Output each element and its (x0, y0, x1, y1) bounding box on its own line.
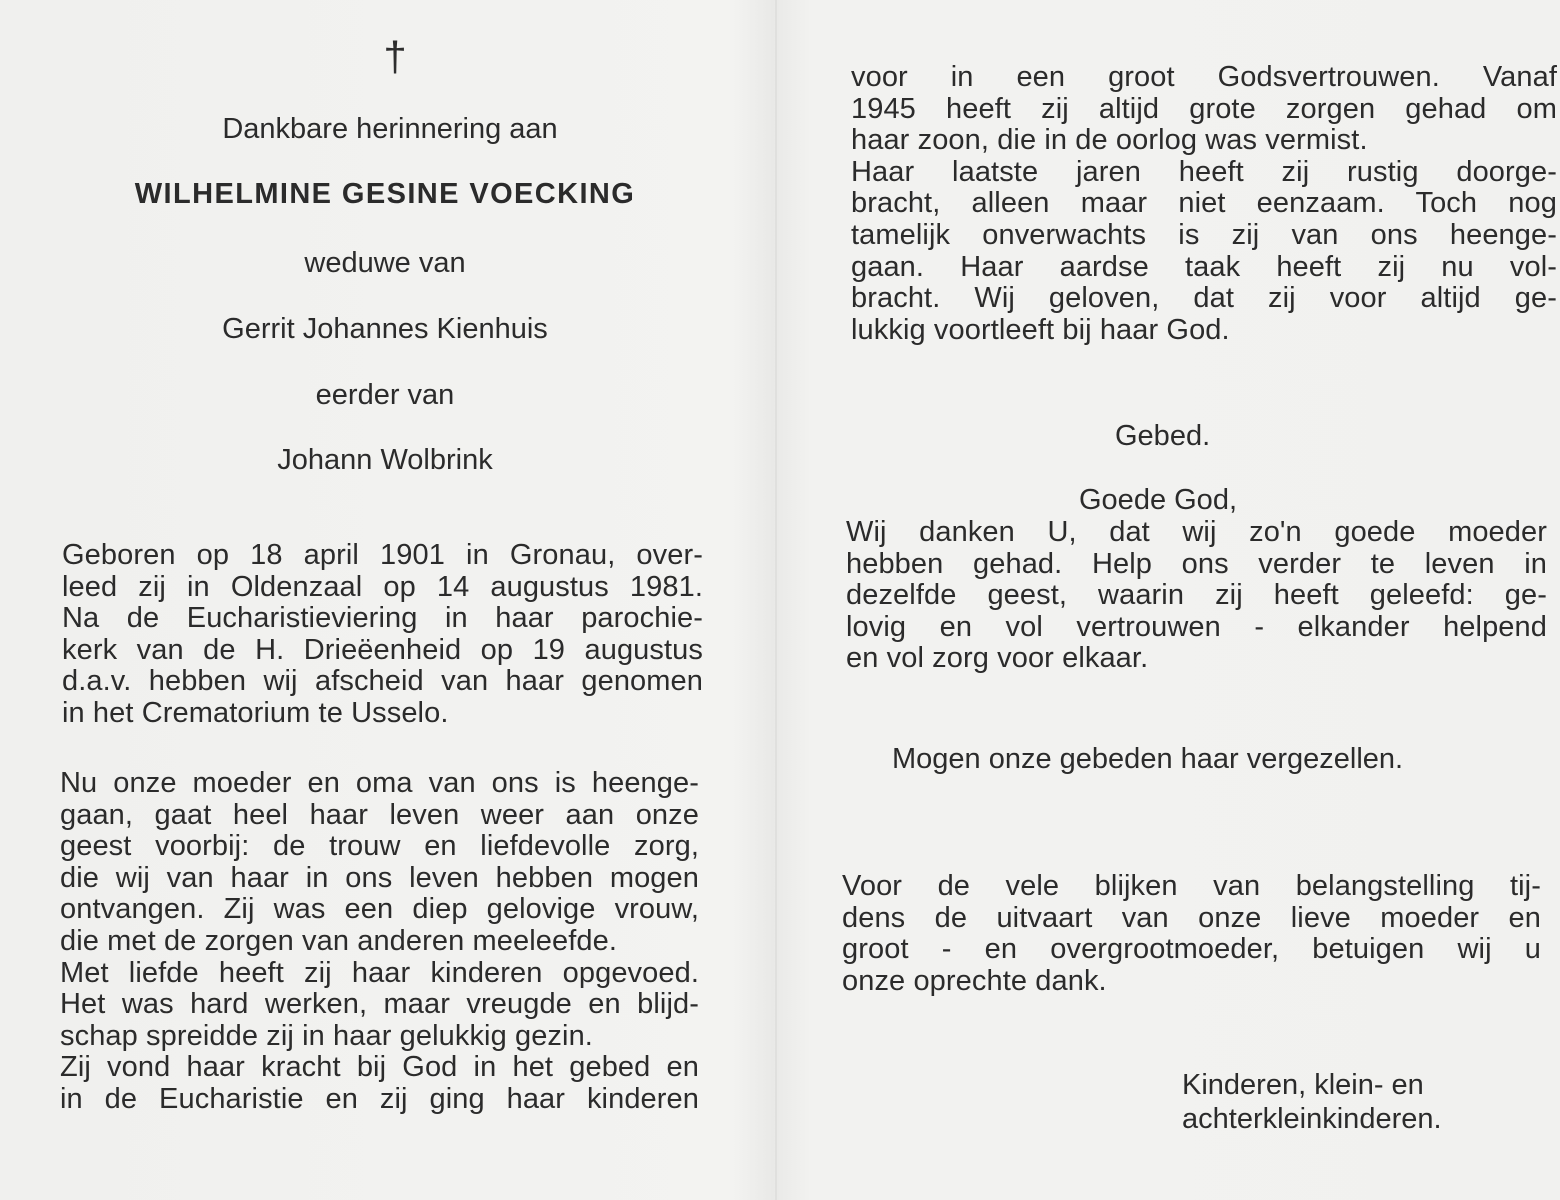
right-panel (777, 0, 1560, 1200)
thanks-lines (842, 871, 1541, 997)
text-line: voor in een groot Godsvertrouwen. Vanaf (851, 61, 1557, 93)
text-line: schap spreidde zij in haar gelukkig gezin. (60, 1019, 593, 1052)
text-line: d.a.v. hebben wij afscheid van haar genomen (62, 665, 703, 698)
remembrance-paragraph (60, 768, 699, 1116)
text-line: dezelfde geest, waarin zij heeft geleefd: ge- (846, 579, 1547, 612)
remembrance-lines (60, 768, 699, 1116)
text-line: leed zij in Oldenzaal op 14 augustus 1981. (62, 570, 703, 603)
biography-paragraph (62, 540, 703, 730)
widow-label: weduwe van (304, 247, 466, 279)
signature-line: Kinderen, klein- en (1182, 1069, 1424, 1101)
text-line: ontvangen. Zij was een diep gelovige vrouw, (60, 893, 699, 926)
text-line: Zij vond haar kracht bij God in het gebed en (60, 1051, 699, 1084)
prayer-paragraph (846, 517, 1547, 675)
text-line: Geboren op 18 april 1901 in Gronau, over- (62, 539, 703, 571)
text-line: hebben gehad. Help ons verder te leven in (846, 547, 1547, 580)
signature-line: achterkleinkinderen. (1182, 1103, 1442, 1135)
text-line: haar zoon, die in de oorlog was vermist. (851, 124, 1368, 157)
text-line: gaan, gaat heel haar leven weer aan onze (60, 798, 699, 831)
text-line: Wij danken U, dat wij zo'n goede moeder (846, 516, 1547, 548)
text-line: bracht. Wij geloven, dat zij voor altijd ge- (851, 282, 1557, 315)
text-line: 1945 heeft zij altijd grote zorgen gehad om (851, 92, 1557, 125)
text-line: Met liefde heeft zij haar kinderen opgevoed. (60, 956, 699, 989)
husband-1-name: Gerrit Johannes Kienhuis (222, 313, 548, 345)
text-line: die met de zorgen van anderen meeleefde. (60, 924, 617, 957)
text-line: lovig en vol vertrouwen - elkander helpend (846, 610, 1547, 643)
left-panel (0, 0, 775, 1200)
husband-2-name: Johann Wolbrink (277, 444, 493, 476)
continuation-paragraph (851, 62, 1557, 346)
text-line: Het was hard werken, maar vreugde en blijd- (60, 988, 699, 1021)
text-line: onze oprechte dank. (842, 964, 1107, 997)
signature (1182, 1068, 1442, 1136)
text-line: die wij van haar in ons leven hebben mogen (60, 861, 699, 894)
prayer-salutation: Goede God, (1079, 484, 1237, 516)
text-line: en vol zorg voor elkaar. (846, 642, 1149, 675)
text-line: Nu onze moeder en oma van ons is heenge- (60, 767, 699, 799)
text-line: gaan. Haar aardse taak heeft zij nu vol- (851, 250, 1557, 283)
text-line: geest voorbij: de trouw en liefdevolle zorg, (60, 830, 699, 863)
text-line: bracht, alleen maar niet eenzaam. Toch nog (851, 187, 1557, 220)
thanks-paragraph (842, 871, 1541, 997)
text-line: in de Eucharistie en zij ging haar kinderen (60, 1082, 699, 1115)
intro-line: Dankbare herinnering aan (222, 113, 558, 145)
text-line: in het Crematorium te Usselo. (62, 696, 449, 729)
deceased-name: WILHELMINE GESINE VOECKING (134, 178, 636, 210)
text-line: lukkig voortleeft bij haar God. (851, 313, 1230, 346)
biography-lines (62, 540, 703, 730)
closing-wish: Mogen onze gebeden haar vergezellen. (892, 743, 1404, 775)
text-line: kerk van de H. Drieëenheid op 19 augustus (62, 633, 703, 666)
text-line: groot - en overgrootmoeder, betuigen wij u (842, 933, 1541, 966)
text-line: Voor de vele blijken van belangstelling tij- (842, 870, 1541, 902)
cross-icon: † (383, 33, 407, 80)
earlier-label: eerder van (315, 379, 455, 411)
text-line: Na de Eucharistieviering in haar parochie- (62, 602, 703, 635)
prayer-lines (846, 517, 1547, 675)
text-line: tamelijk onverwachts is zij van ons heenge- (851, 218, 1557, 251)
continuation-lines (851, 62, 1557, 346)
text-line: Haar laatste jaren heeft zij rustig doorge- (851, 155, 1557, 188)
prayer-title: Gebed. (1115, 420, 1211, 452)
text-line: dens de uitvaart van onze lieve moeder en (842, 901, 1541, 934)
